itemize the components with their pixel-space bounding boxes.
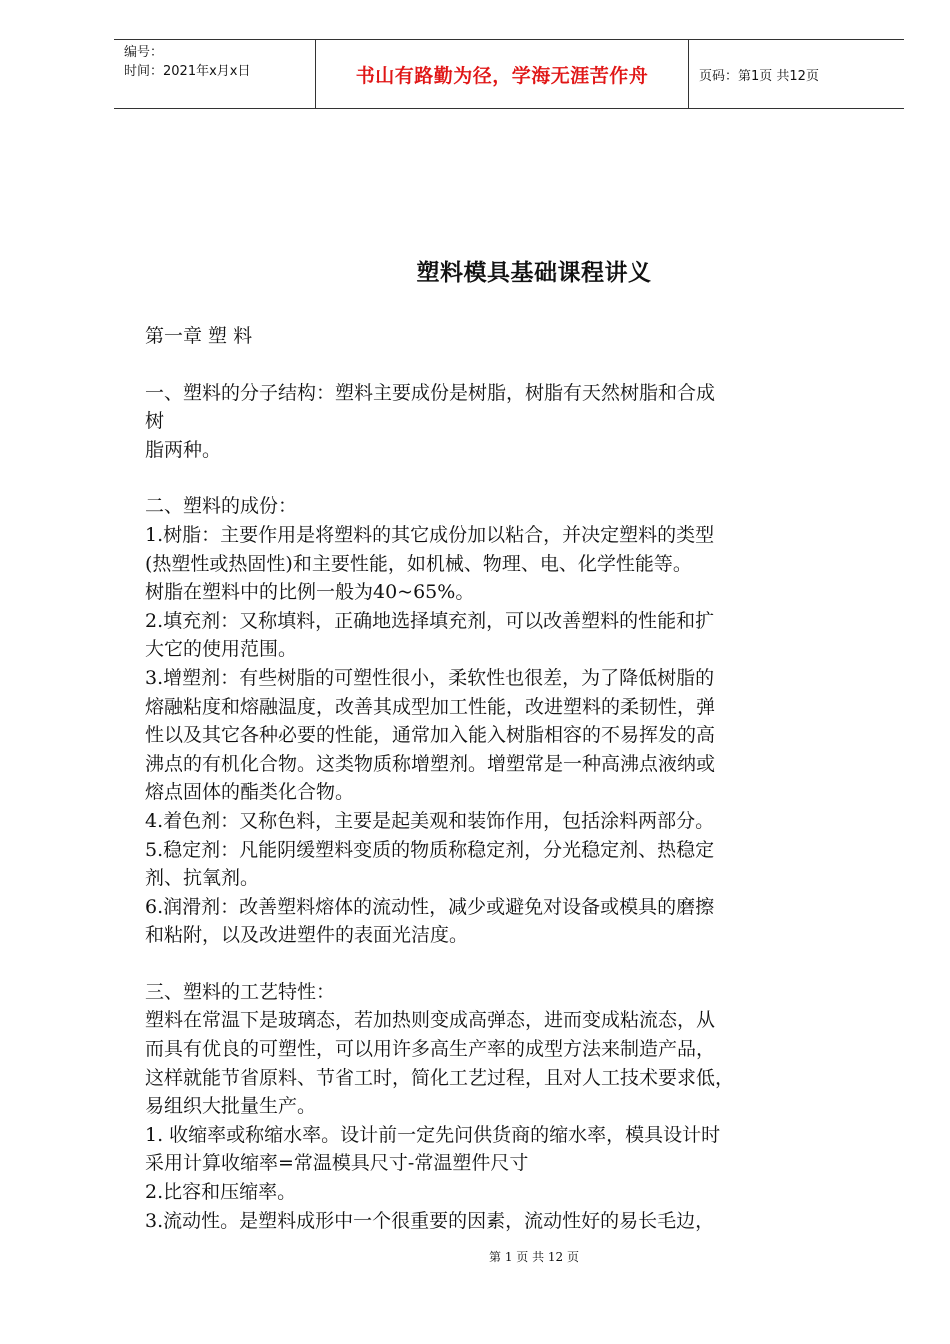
id-label: 编号： (124, 45, 164, 60)
page-header (114, 39, 904, 109)
text-line: 树脂在塑料中的比例一般为40~65%。 (145, 581, 475, 604)
text-line: 易组织大批量生产。 (145, 1095, 317, 1118)
text-line: 二、塑料的成份： (145, 495, 298, 518)
text-line: 第一章 塑 料 (145, 325, 253, 347)
text-line: 剂、抗氧剂。 (145, 867, 260, 890)
text-line: 3.流动性。是塑料成形中一个很重要的因素，流动性好的易长毛边， (145, 1209, 715, 1232)
text-line: 大它的使用范围。 (145, 638, 298, 661)
text-line: 性以及其它各种必要的性能，通常加入能入树脂相容的不易挥发的高 (145, 724, 716, 747)
text-line: 2.比容和压缩率。 (145, 1181, 297, 1204)
text-line: 脂两种。 (145, 438, 222, 461)
paragraph-gap (145, 351, 875, 379)
text-line: 4.着色剂：又称色料，主要是起美观和装饰作用，包括涂料两部分。 (145, 809, 715, 832)
document-body (145, 322, 875, 1235)
text-line: 1.树脂：主要作用是将塑料的其它成份加以粘合，并决定塑料的类型 (145, 523, 715, 546)
text-line: (热塑性或热固性)和主要性能，如机械、物理、电、化学性能等。 (145, 552, 692, 575)
text-line: 熔点固体的酯类化合物。 (145, 781, 355, 804)
text-line: 这样就能节省原料、节省工时，简化工艺过程，且对人工技术要求低， (145, 1066, 735, 1089)
text-line: 3.增塑剂：有些树脂的可塑性很小，柔软性也很差，为了降低树脂的 (145, 666, 715, 689)
text-line: 1. 收缩率或称缩水率。设计前一定先问供货商的缩水率，模具设计时 (145, 1123, 721, 1146)
text-line: 一、塑料的分子结构：塑料主要成份是树脂，树脂有天然树脂和合成 (145, 381, 716, 404)
text-line: 塑料在常温下是玻璃态，若加热则变成高弹态，进而变成粘流态，从 (145, 1009, 716, 1032)
paragraph-gap (145, 464, 875, 492)
text-line: 2.填充剂：又称填料，正确地选择填充剂，可以改善塑料的性能和扩 (145, 609, 715, 632)
text-line: 6.润滑剂：改善塑料熔体的流动性，减少或避免对设备或模具的磨擦 (145, 895, 715, 918)
text-line: 沸点的有机化合物。这类物质称增塑剂。增塑常是一种高沸点液纳或 (145, 752, 716, 775)
page-info-text: 页码：第1页 共12页 (699, 68, 819, 84)
document-title: 塑料模具基础课程讲义 (416, 260, 652, 286)
text-line: 三、塑料的工艺特性： (145, 980, 336, 1003)
text-line: 树 (145, 410, 165, 433)
header-page-info (689, 40, 904, 108)
text-line: 而具有优良的可塑性，可以用许多高生产率的成型方法来制造产品， (145, 1038, 716, 1061)
text-line: 采用计算收缩率=常温模具尺寸-常温塑件尺寸 (145, 1152, 529, 1175)
text-line: 和粘附，以及改进塑件的表面光洁度。 (145, 924, 469, 947)
text-line: 5.稳定剂：凡能阴缓塑料变质的物质称稳定剂，分光稳定剂、热稳定 (145, 838, 715, 861)
motto-text: 书山有路勤为径，学海无涯苦作舟 (355, 64, 649, 87)
paragraph-gap (145, 950, 875, 978)
page-footer: 第 1 页 共 12 页 (489, 1250, 579, 1264)
header-motto (315, 40, 689, 108)
time-label: 时间：2021年x月x日 (124, 64, 251, 79)
header-meta (114, 40, 315, 108)
text-line: 熔融粘度和熔融温度，改善其成型加工性能，改进塑料的柔韧性，弹 (145, 695, 716, 718)
